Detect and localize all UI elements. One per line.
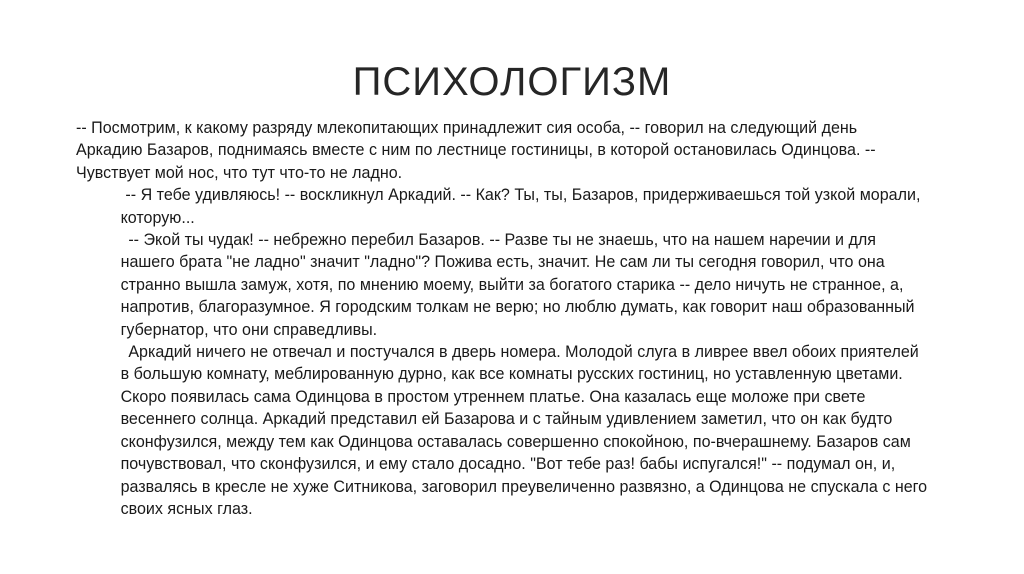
slide-body-text bbox=[76, 117, 976, 520]
text-line: в большую комнату, меблированную дурно, как все комнаты русских гостиниц, но уставленную цветами. bbox=[120, 364, 903, 384]
text-line: развалясь в кресле не хуже Ситникова, заговорил преувеличенно развязно, а Одинцова не спускала с него bbox=[120, 476, 928, 496]
text-line: нашего брата "не ладно" значит "ладно"? Пожива есть, значит. Не сам ли ты сегодня говорил, что она bbox=[120, 252, 885, 272]
text-line: Скоро появилась сама Одинцова в простом утреннем платье. Она казалась еще моложе при свете bbox=[120, 386, 866, 406]
text-line: которую... bbox=[120, 207, 195, 227]
text-line: губернатор, что они справедливы. bbox=[120, 319, 378, 339]
text-line: почувствовал, что сконфузился, и ему стало досадно. "Вот тебе раз! бабы испугался!" -- подумал он, и, bbox=[120, 454, 896, 474]
text-line: -- Посмотрим, к какому разряду млекопитающих принадлежит сия особа, -- говорил на следующий день bbox=[76, 118, 858, 137]
text-line: странно вышла замуж, хотя, по мнению моему, выйти за богатого старика -- дело ничуть не странное, а, bbox=[120, 274, 904, 294]
slide-title: ПСИХОЛОГИЗМ bbox=[352, 60, 672, 104]
text-line: напротив, благоразумное. Я городским толкам не верю; но люблю думать, как говорит наш образованный bbox=[120, 297, 915, 317]
text-line: своих ясных глаз. bbox=[120, 498, 253, 518]
text-line: -- Я тебе удивляюсь! -- воскликнул Аркадий. -- Как? Ты, ты, Базаров, придерживаешься той узкой морали, bbox=[125, 185, 921, 205]
text-line: -- Экой ты чудак! -- небрежно перебил Базаров. -- Разве ты не знаешь, что на нашем наречии и для bbox=[128, 230, 876, 250]
text-line: Аркадию Базаров, поднимаясь вместе с ним по лестнице гостиницы, в которой остановилась Одинцова. -- bbox=[76, 140, 876, 160]
text-line: Чувствует мой нос, что тут что-то не ладно. bbox=[76, 162, 403, 182]
text-line: сконфузился, между тем как Одинцова оставалась совершенно спокойною, по-вчерашнему. Базаров сам bbox=[120, 431, 911, 451]
text-line: Аркадий ничего не отвечал и постучался в дверь номера. Молодой слуга в ливрее ввел обоих приятелей bbox=[128, 342, 919, 362]
text-line: весеннего солнца. Аркадий представил ей Базарова и с тайным удивлением заметил, что он как будто bbox=[120, 409, 893, 429]
